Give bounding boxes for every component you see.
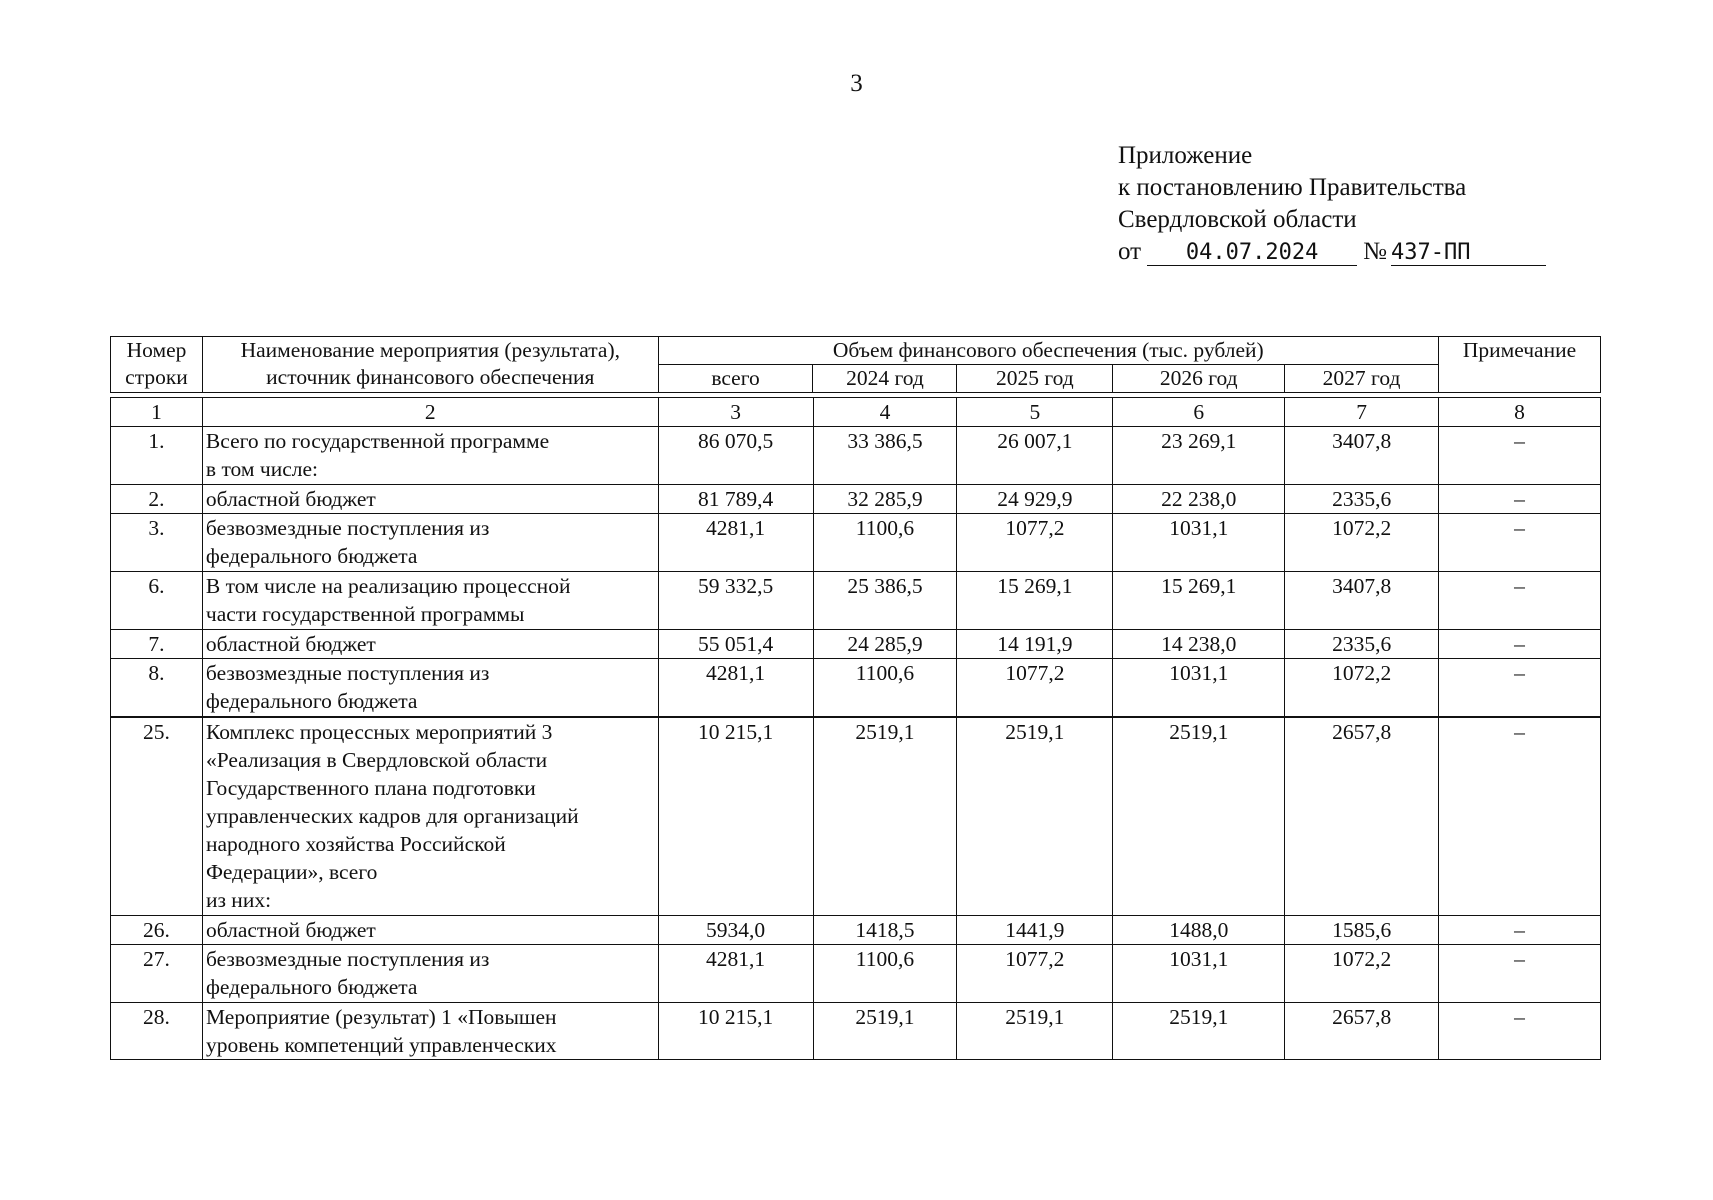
row-name: В том числе на реализацию процессной части государственной программы	[202, 572, 658, 630]
row-number: 6.	[111, 572, 203, 630]
row-number: 2.	[111, 485, 203, 514]
row-number: 8.	[111, 659, 203, 717]
cell-2027: 3407,8	[1285, 427, 1439, 485]
column-number: 7	[1285, 398, 1439, 427]
cell-total: 4281,1	[658, 945, 813, 1003]
row-name: безвозмездные поступления из федерального бюджета	[202, 945, 658, 1003]
date-prefix: от	[1118, 238, 1142, 265]
decree-date: 04.07.2024	[1147, 241, 1357, 266]
header-note: Примечание	[1438, 337, 1600, 393]
header-total: всего	[658, 365, 813, 393]
cell-2026: 14 238,0	[1113, 630, 1285, 659]
table-section-1	[110, 397, 1601, 572]
cell-2024: 33 386,5	[813, 427, 957, 485]
cell-2026: 23 269,1	[1113, 427, 1285, 485]
table-row	[111, 427, 1601, 485]
row-number: 27.	[111, 945, 203, 1003]
cell-2025: 26 007,1	[957, 427, 1113, 485]
cell-note: –	[1439, 945, 1601, 1003]
cell-2025: 1077,2	[957, 945, 1113, 1003]
appendix-date-line	[1118, 236, 1546, 268]
cell-note: –	[1439, 916, 1601, 945]
table-row	[111, 916, 1601, 945]
cell-note: –	[1439, 485, 1601, 514]
row-name: Всего по государственной программе в том числе:	[202, 427, 658, 485]
cell-2024: 1100,6	[813, 659, 957, 717]
table-row	[111, 572, 1601, 630]
cell-total: 10 215,1	[658, 718, 813, 916]
appendix-region-line: Свердловской области	[1118, 206, 1357, 233]
cell-2027: 2657,8	[1285, 1003, 1439, 1060]
cell-2025: 15 269,1	[957, 572, 1113, 630]
row-number: 25.	[111, 718, 203, 916]
cell-2027: 2335,6	[1285, 630, 1439, 659]
header-2027: 2027 год	[1285, 365, 1439, 393]
table-header	[110, 336, 1601, 393]
header-2024: 2024 год	[813, 365, 957, 393]
cell-total: 10 215,1	[658, 1003, 813, 1060]
cell-2027: 3407,8	[1285, 572, 1439, 630]
cell-2024: 2519,1	[813, 1003, 957, 1060]
table-row	[111, 945, 1601, 1003]
appendix-title: Приложение	[1118, 142, 1253, 169]
cell-2026: 22 238,0	[1113, 485, 1285, 514]
cell-2027: 2335,6	[1285, 485, 1439, 514]
table-row	[111, 1003, 1601, 1060]
cell-2026: 1488,0	[1113, 916, 1285, 945]
cell-2024: 24 285,9	[813, 630, 957, 659]
header-volume: Объем финансового обеспечения (тыс. рублей)	[658, 337, 1438, 365]
cell-total: 59 332,5	[658, 572, 813, 630]
table-row	[111, 485, 1601, 514]
column-number: 2	[202, 398, 658, 427]
column-numbers-row	[111, 398, 1601, 427]
table-row	[111, 718, 1601, 916]
cell-total: 55 051,4	[658, 630, 813, 659]
cell-2026: 1031,1	[1113, 514, 1285, 572]
header-2026: 2026 год	[1113, 365, 1285, 393]
cell-note: –	[1439, 659, 1601, 717]
cell-2027: 1072,2	[1285, 659, 1439, 717]
table-section-3	[110, 717, 1601, 1060]
appendix-block	[1118, 140, 1546, 268]
cell-2025: 1077,2	[957, 514, 1113, 572]
cell-2026: 2519,1	[1113, 718, 1285, 916]
cell-2025: 2519,1	[957, 1003, 1113, 1060]
column-number: 8	[1439, 398, 1601, 427]
page-number: 3	[850, 70, 863, 97]
row-number: 28.	[111, 1003, 203, 1060]
cell-total: 86 070,5	[658, 427, 813, 485]
cell-2024: 25 386,5	[813, 572, 957, 630]
header-name: Наименование мероприятия (результата), источник финансового обеспечения	[202, 337, 658, 393]
row-name: безвозмездные поступления из федерального бюджета	[202, 659, 658, 717]
column-number: 1	[111, 398, 203, 427]
row-number: 7.	[111, 630, 203, 659]
cell-total: 5934,0	[658, 916, 813, 945]
decree-number: 437-ПП	[1391, 241, 1546, 266]
cell-2025: 14 191,9	[957, 630, 1113, 659]
cell-2027: 1585,6	[1285, 916, 1439, 945]
table-row	[111, 630, 1601, 659]
cell-2026: 1031,1	[1113, 945, 1285, 1003]
cell-note: –	[1439, 427, 1601, 485]
cell-2025: 24 929,9	[957, 485, 1113, 514]
cell-note: –	[1439, 1003, 1601, 1060]
cell-2024: 1100,6	[813, 514, 957, 572]
table-section-2	[110, 571, 1601, 717]
table-row	[111, 514, 1601, 572]
cell-total: 4281,1	[658, 659, 813, 717]
cell-note: –	[1439, 514, 1601, 572]
row-name: областной бюджет	[202, 630, 658, 659]
cell-2026: 1031,1	[1113, 659, 1285, 717]
row-number: 3.	[111, 514, 203, 572]
row-name: областной бюджет	[202, 485, 658, 514]
cell-2024: 2519,1	[813, 718, 957, 916]
column-number: 4	[813, 398, 957, 427]
number-sign: №	[1363, 238, 1387, 265]
row-number: 26.	[111, 916, 203, 945]
cell-2024: 1418,5	[813, 916, 957, 945]
cell-2024: 32 285,9	[813, 485, 957, 514]
cell-2026: 2519,1	[1113, 1003, 1285, 1060]
row-name: областной бюджет	[202, 916, 658, 945]
header-row-number: Номер строки	[111, 337, 203, 393]
column-number: 5	[957, 398, 1113, 427]
column-number: 6	[1113, 398, 1285, 427]
row-name: Мероприятие (результат) 1 «Повышен уровень компетенций управленческих	[202, 1003, 658, 1060]
cell-2025: 1077,2	[957, 659, 1113, 717]
row-name: безвозмездные поступления из федерального бюджета	[202, 514, 658, 572]
cell-2027: 1072,2	[1285, 514, 1439, 572]
table-row	[111, 659, 1601, 717]
cell-total: 4281,1	[658, 514, 813, 572]
cell-2025: 1441,9	[957, 916, 1113, 945]
cell-note: –	[1439, 718, 1601, 916]
cell-total: 81 789,4	[658, 485, 813, 514]
cell-2025: 2519,1	[957, 718, 1113, 916]
cell-2026: 15 269,1	[1113, 572, 1285, 630]
appendix-decree-line: к постановлению Правительства	[1118, 174, 1467, 201]
row-number: 1.	[111, 427, 203, 485]
cell-note: –	[1439, 630, 1601, 659]
row-name: Комплекс процессных мероприятий 3 «Реализация в Свердловской области Государственного плана подготовки управленческих кадров для организаций народного хозяйства Российской Федерации», всего из них:	[202, 718, 658, 916]
cell-2027: 1072,2	[1285, 945, 1439, 1003]
column-number: 3	[658, 398, 813, 427]
cell-2027: 2657,8	[1285, 718, 1439, 916]
cell-note: –	[1439, 572, 1601, 630]
header-2025: 2025 год	[957, 365, 1113, 393]
cell-2024: 1100,6	[813, 945, 957, 1003]
